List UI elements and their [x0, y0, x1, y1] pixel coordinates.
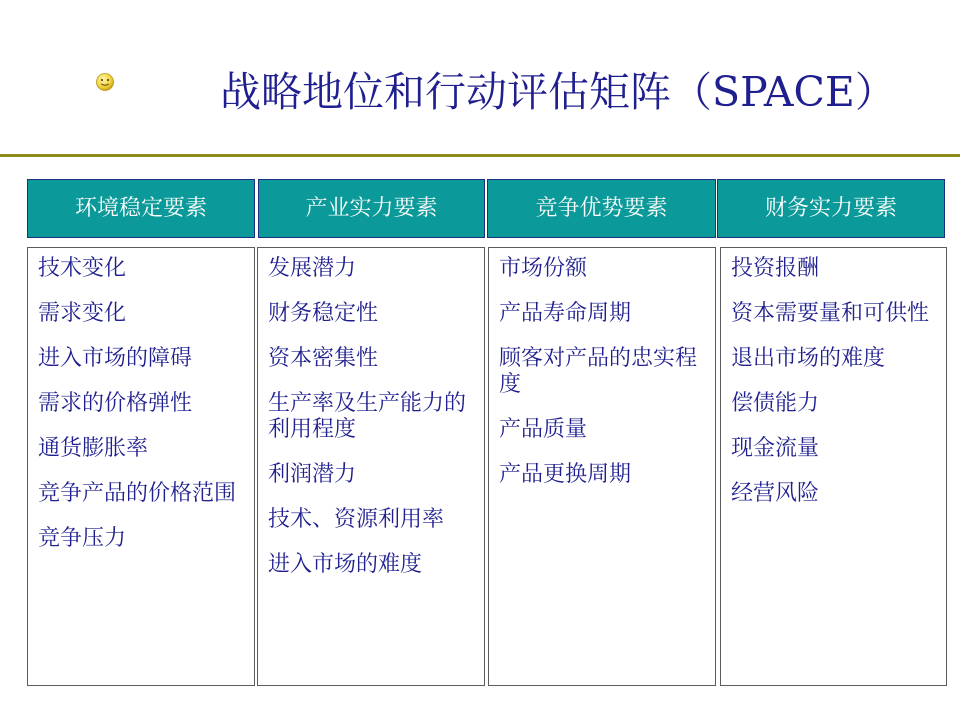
column-body-environment: [27, 247, 255, 686]
column-body-industry: [257, 247, 485, 686]
list-item: 通货膨胀率: [38, 436, 149, 461]
list-item: 资本需要量和可供性: [731, 301, 930, 326]
list-item: 技术、资源利用率: [268, 507, 445, 532]
column-header-financial: 财务实力要素: [717, 179, 945, 238]
list-item: 顾客对产品的忠实程度: [499, 346, 698, 397]
list-item: 产品质量: [499, 417, 588, 442]
title-divider: [0, 154, 960, 157]
list-item: 经营风险: [731, 481, 820, 506]
list-item: 发展潜力: [268, 256, 357, 281]
list-item: 产品寿命周期: [499, 301, 632, 326]
slide-title: 战略地位和行动评估矩阵（SPACE）: [220, 68, 896, 116]
list-item: 偿债能力: [731, 391, 820, 416]
list-item: 资本密集性: [268, 346, 379, 371]
column-header-competitive: 竞争优势要素: [487, 179, 716, 238]
list-item: 现金流量: [731, 436, 820, 461]
smiley-face-icon: [95, 72, 115, 92]
list-item: 技术变化: [38, 256, 127, 281]
list-item: 退出市场的难度: [731, 346, 886, 371]
column-body-competitive: [488, 247, 716, 686]
list-item: 需求变化: [38, 301, 127, 326]
list-item: 市场份额: [499, 256, 588, 281]
list-item: 进入市场的难度: [268, 552, 423, 577]
list-item: 生产率及生产能力的利用程度: [268, 391, 467, 442]
list-item: 利润潜力: [268, 462, 357, 487]
column-header-industry: 产业实力要素: [258, 179, 485, 238]
list-item: 投资报酬: [731, 256, 820, 281]
list-item: 竞争产品的价格范围: [38, 481, 237, 506]
list-item: 进入市场的障碍: [38, 346, 193, 371]
column-header-environment: 环境稳定要素: [27, 179, 255, 238]
list-item: 竞争压力: [38, 526, 127, 551]
list-item: 产品更换周期: [499, 462, 632, 487]
list-item: 财务稳定性: [268, 301, 379, 326]
column-body-financial: [720, 247, 947, 686]
list-item: 需求的价格弹性: [38, 391, 193, 416]
